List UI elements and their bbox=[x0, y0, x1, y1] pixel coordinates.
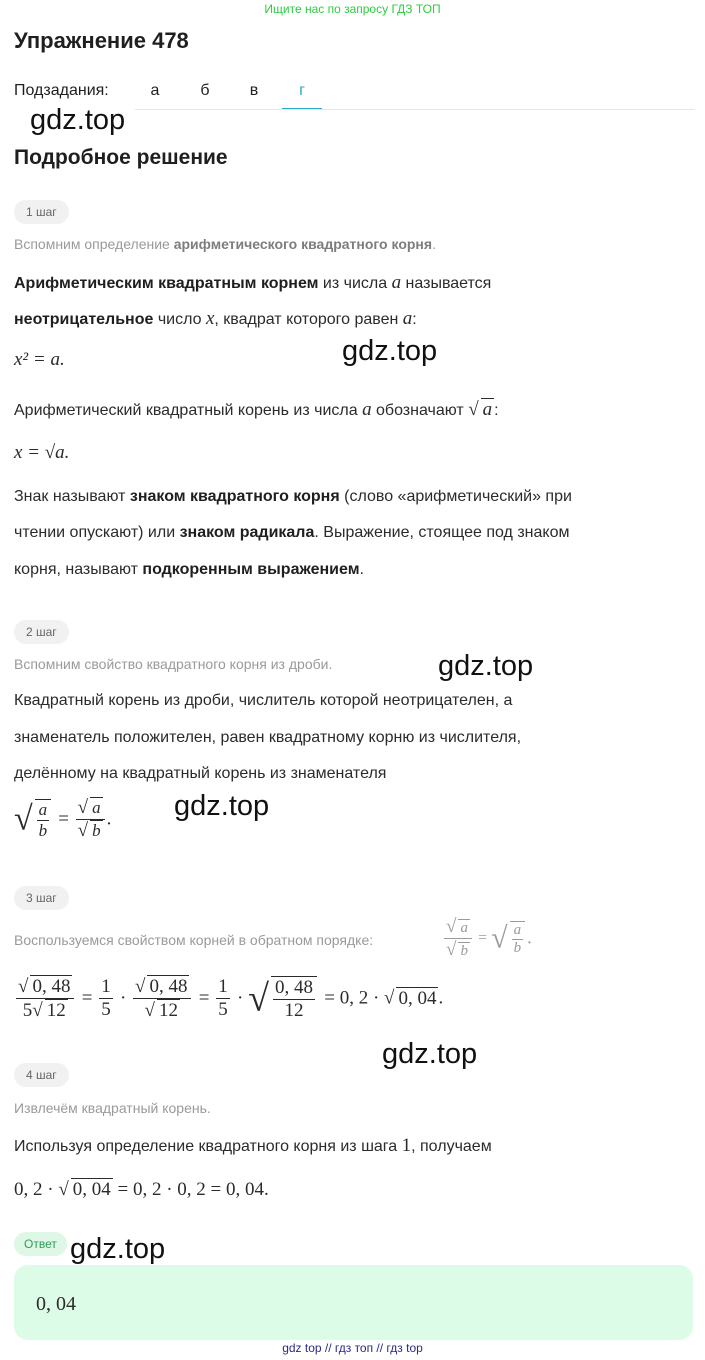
step-1-formula-square: x² = a. bbox=[14, 349, 65, 370]
step-4-badge: 4 шаг bbox=[14, 1063, 69, 1087]
answer-value: 0, 04 bbox=[36, 1293, 76, 1315]
tab-a[interactable]: а bbox=[150, 82, 160, 99]
step-3-badge: 3 шаг bbox=[14, 886, 69, 910]
step-3-formula: $\frac{√ 0, 48}{5√ 12}$ = $\frac{1}{5}$ · $\frac{√ 0, 48}{√ 12}$ = $\frac{1}{5}$ · √ $\frac{0, 48}{12}$ = 0, 2 · √ 0, 04 . bbox=[18, 976, 444, 1021]
tab-g[interactable]: г bbox=[282, 82, 322, 110]
top-banner[interactable]: Ищите нас по запросу ГДЗ ТОП bbox=[264, 2, 441, 16]
watermark: gdz.top bbox=[382, 1038, 478, 1070]
step-1-formula-root: x = √a. bbox=[14, 442, 70, 463]
step-1-notation-line: Арифметический квадратный корень из числа a обозначают √ a : bbox=[14, 399, 499, 420]
watermark: gdz.top bbox=[174, 790, 270, 822]
step-1-definition-line-2: неотрицательное число x, квадрат которого равен a: bbox=[14, 308, 417, 329]
step-1-badge: 1 шаг bbox=[14, 200, 69, 224]
step-2-line-1: Квадратный корень из дроби, числитель которой неотрицателен, а bbox=[14, 692, 513, 709]
step-1-paragraph-line-2: чтении опускают) или знаком радикала. Выражение, стоящее под знаком bbox=[14, 524, 570, 541]
step-2-hint: Вспомним свойство квадратного корня из дроби. bbox=[14, 656, 333, 672]
section-title: Подробное решение bbox=[14, 146, 228, 169]
step-2-formula: √ $\frac{a}{b}$ = $\frac{√ a}{√ b}$ . bbox=[14, 797, 112, 841]
subtasks-label: Подзадания: bbox=[14, 82, 109, 99]
step-4-hint: Извлечём квадратный корень. bbox=[14, 1100, 211, 1116]
step-4-line: Используя определение квадратного корня из шага 1, получаем bbox=[14, 1135, 492, 1156]
step-4-formula: 0, 2 · √ 0, 04 = 0, 2 · 0, 2 = 0, 04. bbox=[14, 1179, 269, 1200]
tab-b[interactable]: б bbox=[200, 82, 210, 99]
step-3-hint-formula: $\frac{√ a}{√ b}$ = √ $\frac{a}{b}$ . bbox=[446, 916, 532, 960]
watermark: gdz.top bbox=[438, 650, 534, 682]
step-2-badge: 2 шаг bbox=[14, 620, 69, 644]
step-3-hint: Воспользуемся свойством корней в обратном порядке: bbox=[14, 932, 374, 948]
footer-links[interactable]: gdz top // гдз топ // гдз top bbox=[282, 1341, 423, 1355]
tab-v[interactable]: в bbox=[249, 82, 259, 99]
step-1-paragraph-line-3: корня, называют подкоренным выражением. bbox=[14, 561, 364, 578]
watermark: gdz.top bbox=[70, 1233, 166, 1265]
step-1-paragraph-line-1: Знак называют знаком квадратного корня (слово «арифметический» при bbox=[14, 488, 572, 505]
step-1-definition-line-1: Арифметическим квадратным корнем из числа a называется bbox=[14, 272, 492, 293]
watermark: gdz.top bbox=[30, 104, 126, 136]
answer-badge: Ответ bbox=[14, 1232, 67, 1256]
step-1-hint: Вспомним определение арифметического квадратного корня. bbox=[14, 236, 436, 252]
step-2-line-3: делённому на квадратный корень из знаменателя bbox=[14, 765, 387, 782]
step-2-line-2: знаменатель положителен, равен квадратному корню из числителя, bbox=[14, 729, 522, 746]
watermark: gdz.top bbox=[342, 335, 438, 367]
answer-box bbox=[14, 1265, 693, 1340]
page-title: Упражнение 478 bbox=[14, 28, 189, 53]
tabs-divider bbox=[135, 109, 695, 110]
